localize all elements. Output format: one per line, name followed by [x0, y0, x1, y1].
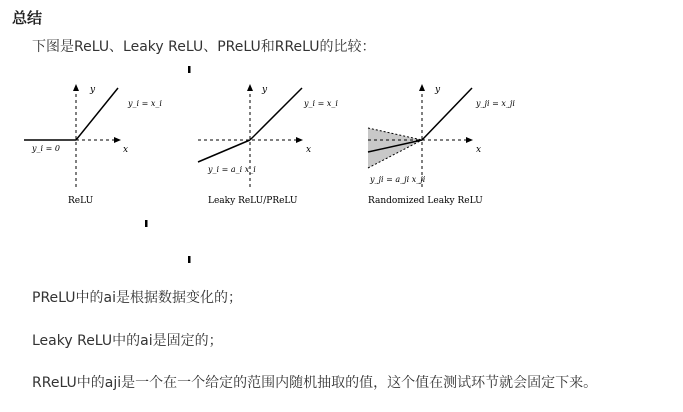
stray-mark: [188, 66, 191, 73]
leaky-caption: Leaky ReLU/PReLU: [208, 196, 298, 206]
leaky-negative-line: [198, 140, 250, 162]
leaky-negative-label: y_i = a_i x_i: [208, 165, 256, 174]
leaky-x-axis-label: x: [306, 145, 312, 155]
relu-x-axis-label: x: [123, 145, 129, 155]
rrelu-x-axis-label: x: [476, 145, 482, 155]
relu-y-arrow-icon: [73, 84, 79, 91]
rrelu-shaded-range: [368, 128, 422, 168]
rrelu-y-arrow-icon: [419, 84, 425, 91]
rrelu-caption: Randomized Leaky ReLU: [368, 196, 483, 206]
relu-y-axis-label: y: [90, 85, 96, 95]
relu-caption: ReLU: [68, 196, 94, 206]
rrelu-x-arrow-icon: [466, 137, 473, 143]
rrelu-negative-label: y_ji = a_ji x_ji: [370, 175, 426, 184]
intro-text: 下图是ReLU、Leaky ReLU、PReLU和RReLU的比较：: [32, 39, 376, 55]
relu-positive-line: [76, 88, 118, 140]
rrelu-y-axis-label: y: [435, 85, 441, 95]
rrelu-positive-line: [422, 88, 472, 140]
relu-negative-label: y_i = 0: [32, 144, 60, 153]
leaky-y-axis-label: y: [262, 85, 268, 95]
activation-figure-svg: [10, 58, 515, 268]
rrelu-panel: [368, 84, 515, 206]
activation-comparison-figure: [10, 58, 515, 268]
relu-positive-label: y_i = x_i: [128, 99, 162, 108]
leaky-positive-line: [250, 88, 302, 140]
leaky-relu-note: Leaky ReLU中的ai是固定的；: [32, 333, 223, 349]
relu-x-arrow-icon: [114, 137, 121, 143]
section-heading: 总结: [12, 9, 43, 27]
leaky-positive-label: y_i = x_i: [304, 99, 338, 108]
prelu-note: PReLU中的ai是根据数据变化的；: [32, 290, 242, 306]
rrelu-positive-label: y_ji = x_ji: [476, 99, 515, 108]
stray-mark: [188, 256, 191, 263]
leaky-x-arrow-icon: [296, 137, 303, 143]
relu-panel: [24, 84, 162, 206]
rrelu-note: RReLU中的aji是一个在一个给定的范围内随机抽取的值，这个值在测试环节就会固定下来。: [32, 375, 598, 391]
stray-mark: [145, 220, 148, 227]
leaky-relu-panel: [198, 84, 338, 206]
leaky-y-arrow-icon: [247, 84, 253, 91]
